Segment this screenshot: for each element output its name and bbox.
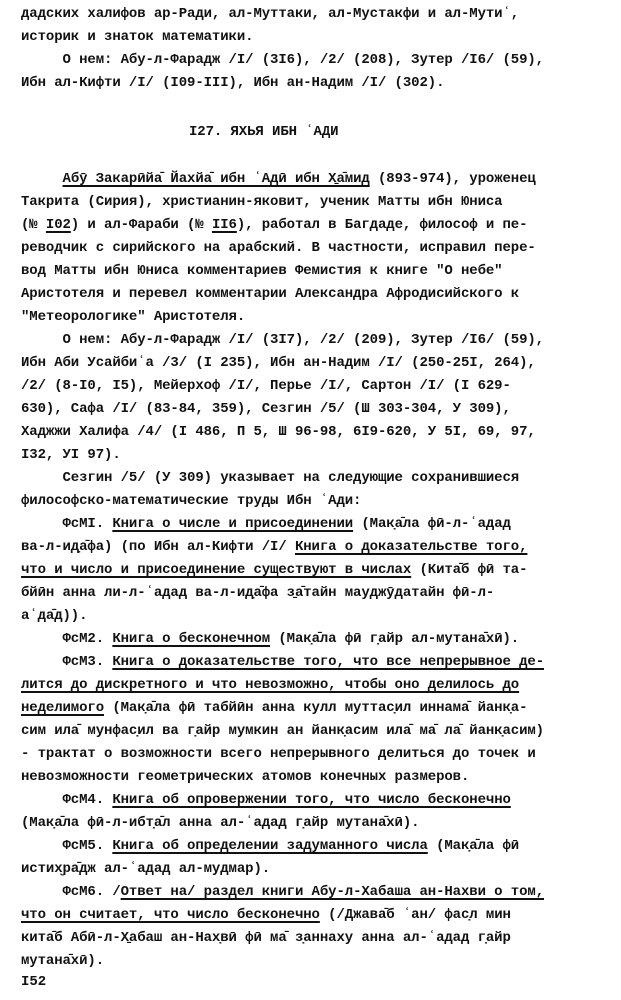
text-line (21, 3, 611, 26)
underlined-title: Абӯ Закарӣйа̄ Йахйа̄ ибн ʿАдӣ ибн Х̱а̄мид (62, 171, 370, 187)
text-segment: ) и ал-Фараби (№ (70, 217, 212, 233)
text-segment: ФсМ3. (21, 654, 113, 670)
text-segment: историк и знаток математики. (21, 29, 254, 45)
text-line (21, 237, 611, 260)
text-line (21, 904, 611, 927)
entry-heading: I27. ЯХЬЯ ИБН ʿАДИ (189, 124, 339, 140)
text-line (21, 306, 611, 329)
text-line (21, 421, 611, 444)
text-segment: ФсМI. (21, 516, 113, 532)
text-segment: О нем: Абу-л-Фарадж /I/ (3I6), /2/ (208), Зутер /I6/ (59), (21, 52, 544, 68)
underlined-title: I02 (45, 217, 71, 233)
text-line (21, 513, 611, 536)
text-segment: Ибн ал-Кифти /I/ (I09-III), Ибн ан-Надим /I/ (302). (21, 75, 445, 91)
underlined-title: неделимого (21, 700, 105, 716)
text-segment: невозможности геометрических атомов конечных размеров. (21, 769, 470, 785)
text-line (21, 398, 611, 421)
underlined-title: лится до дискретного и что невозможно, чтобы оно делилось до (21, 677, 520, 693)
text-line (21, 605, 611, 628)
text-segment: (Мак̣а̄ла фӣ г̣айр ал-мутана̄хӣ). (270, 631, 520, 647)
text-segment: "Метеорологике" Аристотеля. (21, 309, 246, 325)
text-line (21, 559, 611, 582)
text-line (21, 536, 611, 559)
text-segment: философско-математические труды Ибн ʿАди: (21, 493, 362, 509)
text-segment: ФсМ5. (21, 838, 113, 854)
text-line (21, 490, 611, 513)
text-line (21, 72, 611, 95)
underlined-title: Книга о доказательстве того, что все непрерывное де- (112, 654, 544, 670)
text-segment: /2/ (8-I0, I5), Мейерхоф /I/, Перье /I/, Сартон /I/ (I 629- (21, 378, 511, 394)
text-segment: Ибн Аби Усайбиʿа /3/ (I 235), Ибн ан-Надим /I/ (250-25I, 264), (21, 355, 536, 371)
text-line (21, 352, 611, 375)
text-segment: вод Матты ибн Юниса комментариев Фемистия к книге "О небе" (21, 263, 503, 279)
text-line (21, 628, 611, 651)
text-segment: Аристотеля и перевел комментарии Александра Афродисийского к (21, 286, 520, 302)
text-line (21, 697, 611, 720)
text-segment: ФсМ4. (21, 792, 113, 808)
text-line (21, 444, 611, 467)
text-line (21, 927, 611, 950)
text-segment: О нем: Абу-л-Фарадж /I/ (3I7), /2/ (209), Зутер /I6/ (59), (21, 332, 544, 348)
text-segment: Сезгин /5/ (У 309) указывает на следующие сохранившиеся (21, 470, 520, 486)
text-line (21, 260, 611, 283)
text-segment (21, 171, 63, 187)
text-segment: I32, УI 97). (21, 447, 121, 463)
text-line (21, 674, 611, 697)
text-segment: истих̮ра̄дж ал-ʿадад ал-мудмар). (21, 861, 271, 877)
underlined-title: что он считает, что число бесконечно (21, 907, 320, 923)
text-segment: Такрита (Сирия), христианин-яковит, ученик Матты ибн Юниса (21, 194, 503, 210)
text-line (21, 858, 611, 881)
text-line (21, 881, 611, 904)
underlined-title: II6 (211, 217, 237, 233)
text-line (21, 582, 611, 605)
underlined-title: Книга об определении задуманного числа (112, 838, 428, 854)
text-segment: ФсМ2. (21, 631, 113, 647)
text-line (21, 375, 611, 398)
text-segment: (/Джава̄б ʿан/ фас̣л мин (319, 907, 511, 923)
text-segment: мутана̄хӣ). (21, 953, 105, 969)
text-block-previous-entry (21, 3, 611, 95)
text-block-entry-127 (21, 168, 611, 973)
document-page (21, 3, 611, 973)
text-segment: (Мак̣а̄ла фӣ-л-ʿадад (353, 516, 511, 532)
underlined-title: что и число и присоединение существуют в числах (21, 562, 412, 578)
underlined-title: Книга о числе и присоединении (112, 516, 354, 532)
text-segment: (Мак̣а̄ла фӣ (427, 838, 520, 854)
text-segment: Хаджжи Халифа /4/ (I 486, П 5, Ш 96-98, 6I9-620, У 5I, 69, 97, (21, 424, 536, 440)
text-line (21, 49, 611, 72)
text-segment: (Мак̣а̄ла фӣ-л-ибт̣а̄л анна ал-ʿадад г̣айр мутана̄хӣ). (21, 815, 420, 831)
text-line (21, 950, 611, 973)
text-segment: (Кита̄б фӣ та- (411, 562, 528, 578)
text-segment: бйӣн анна ли-л-ʿадад ва-л-ид̣а̄фа з̱а̄тайн мауджӯдатайн фӣ-л- (21, 585, 495, 601)
text-line (21, 651, 611, 674)
text-line (21, 26, 611, 49)
text-line (21, 789, 611, 812)
text-segment: (№ (21, 217, 46, 233)
underlined-title: Книга о бесконечном (112, 631, 271, 647)
text-line (21, 720, 611, 743)
text-line (21, 835, 611, 858)
page-number: I52 (21, 974, 47, 990)
text-line (21, 283, 611, 306)
text-segment: дадских халифов ар-Ради, ал-Муттаки, ал-Мустакфи и ал-Мутиʿ, (21, 6, 520, 22)
text-segment: реводчик с сирийского на арабский. В частности, исправил пере- (21, 240, 536, 256)
underlined-title: Ответ на/ раздел книги Абу-л-Хабаша ан-Нахви о том, (120, 884, 544, 900)
text-segment: (893-974), уроженец (369, 171, 536, 187)
text-segment: кита̄б Абӣ-л-Х̱абаш ан-Нах̣вӣ фӣ ма̄ з̣аннаху анна ал-ʿадад г̣айр (21, 930, 511, 946)
text-line (21, 766, 611, 789)
text-line (21, 743, 611, 766)
text-segment: - трактат о возможности всего непрерывного делиться до точек и (21, 746, 536, 762)
text-line (21, 168, 611, 191)
text-segment: ), работал в Багдаде, философ и пе- (236, 217, 528, 233)
text-segment: (Мак̣а̄ла фӣ табйӣн анна кулл муттас̣ил иннама̄ йанк̣а- (104, 700, 528, 716)
text-line (21, 329, 611, 352)
text-segment: аʿда̄д)). (21, 608, 88, 624)
underlined-title: Книга о доказательстве того, (294, 539, 528, 555)
underlined-title: Книга об опровержении того, что число бесконечно (112, 792, 511, 808)
text-line (21, 214, 611, 237)
text-segment: ФсМ6. / (21, 884, 121, 900)
text-line (21, 812, 611, 835)
text-line (21, 191, 611, 214)
text-segment: ва-л-ид̣а̄фа) (по Ибн ал-Кифти /I/ (21, 539, 295, 555)
text-segment: 630), Сафа /I/ (83-84, 359), Сезгин /5/ (Ш 303-304, У 309), (21, 401, 511, 417)
text-line (21, 467, 611, 490)
text-segment: сим ила̄ мунфас̣ил ва г̣айр мумкин ан йанк̣асим ила̄ ма̄ ла̄ йанк̣асим) (21, 723, 544, 739)
